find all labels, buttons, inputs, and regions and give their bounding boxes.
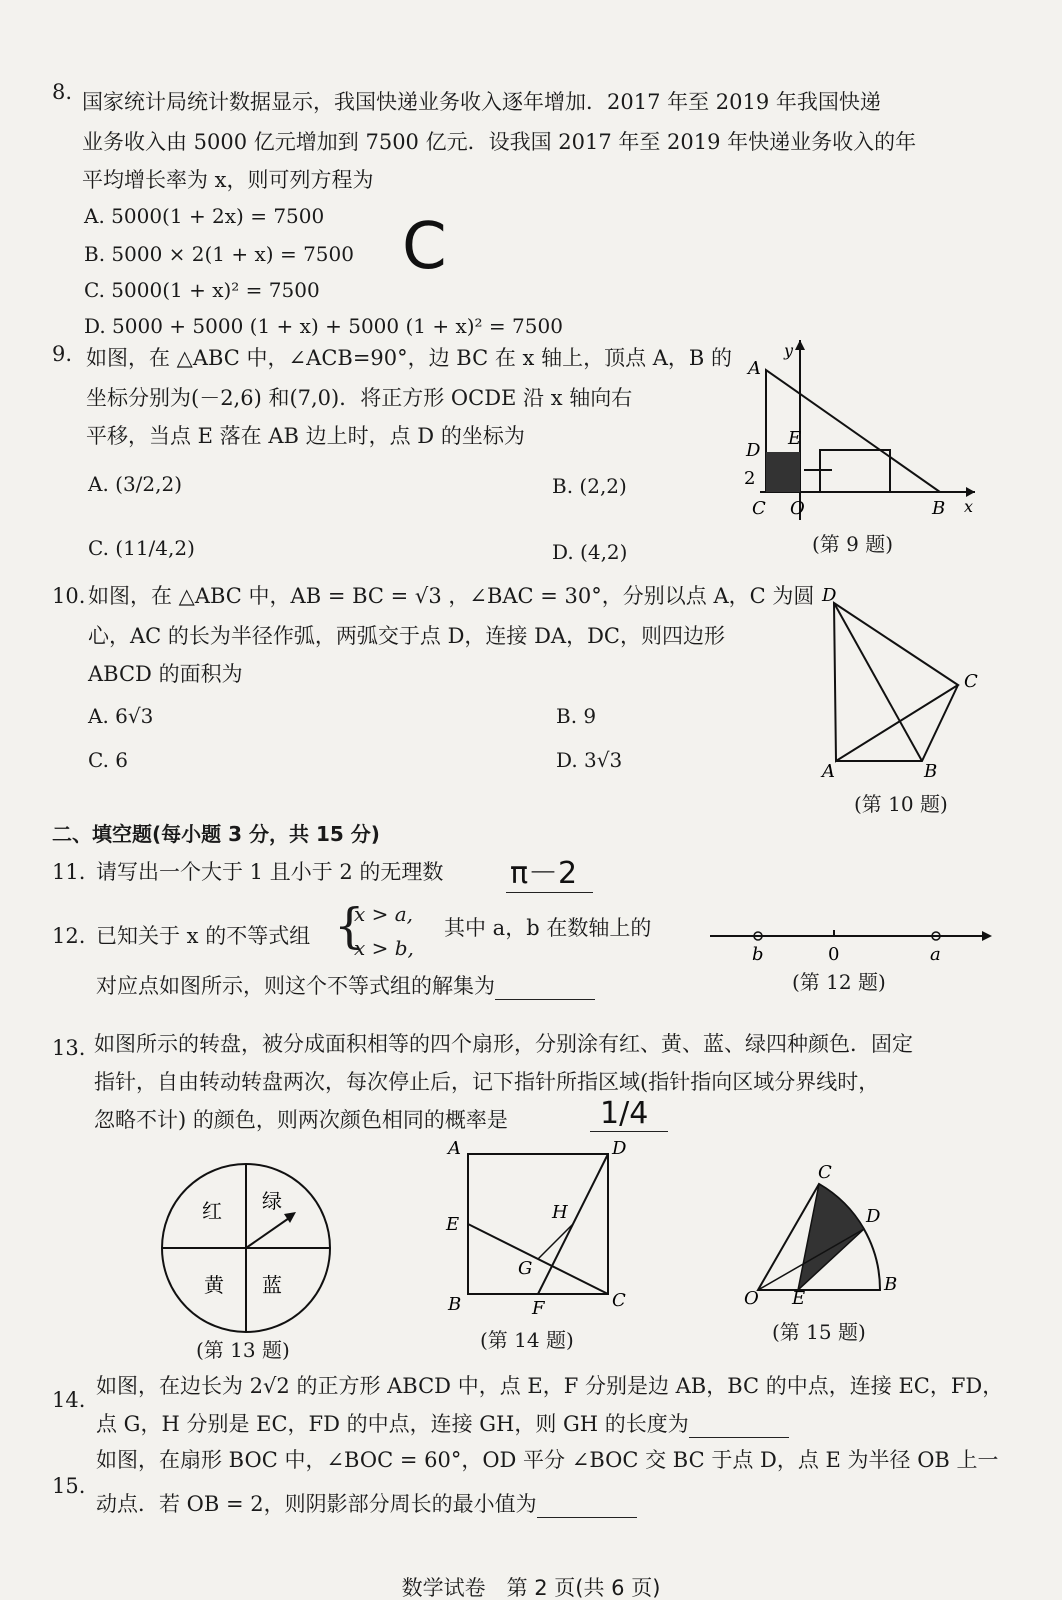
- q10-label-c: C: [964, 671, 978, 692]
- q8-line3: 平均增长率为 x，则可列方程为: [82, 168, 374, 192]
- q9-label-two: 2: [744, 468, 756, 489]
- q13-line1: 如图所示的转盘，被分成面积相等的四个扇形，分别涂有红、黄、蓝、绿四种颜色．固定: [94, 1032, 913, 1056]
- q12-system-line1: x > a,: [354, 902, 414, 926]
- q14-caption: (第 14 题): [480, 1328, 574, 1352]
- q9-line3: 平移，当点 E 落在 AB 边上时，点 D 的坐标为: [86, 424, 525, 448]
- q13-sector-yellow: 黄: [204, 1273, 224, 1297]
- q15-label-b: B: [884, 1274, 898, 1295]
- q13-sector-green: 绿: [262, 1189, 282, 1213]
- q9-option-c: C. (11/4,2): [88, 536, 195, 560]
- q10-label-d: D: [822, 585, 837, 606]
- q10-option-d: D. 3√3: [556, 748, 623, 772]
- q9-label-x: x: [964, 497, 974, 516]
- q8-line1: 国家统计局统计数据显示，我国快递业务收入逐年增加．2017 年至 2019 年我国快递: [82, 90, 881, 114]
- q10-line3: ABCD 的面积为: [88, 662, 243, 686]
- q9-label-y: y: [784, 341, 794, 360]
- q13-handwritten-answer: 1/4: [590, 1096, 668, 1132]
- q8-option-a: A. 5000(1 + 2x) = 7500: [84, 204, 325, 228]
- q10-caption: (第 10 题): [854, 792, 948, 816]
- q14-label-b: B: [448, 1294, 462, 1315]
- q12-axis-arrow: [982, 931, 992, 941]
- q14-label-f: F: [532, 1298, 545, 1319]
- q13-number: 13.: [52, 1036, 86, 1060]
- q8-number: 8.: [52, 80, 73, 104]
- q14-answer-blank[interactable]: [689, 1417, 789, 1438]
- q9-option-d: D. (4,2): [552, 540, 628, 564]
- q14-segment-gh: [538, 1224, 573, 1259]
- q14-label-e: E: [446, 1214, 460, 1235]
- q9-caption: (第 9 题): [812, 532, 894, 556]
- q10-quad-outline: [834, 603, 958, 761]
- q14-square: [468, 1154, 608, 1294]
- q14-line2: [96, 1410, 789, 1438]
- q13-sector-red: 红: [202, 1199, 222, 1223]
- q13-pointer: [246, 1216, 292, 1248]
- q12-line2-text: 对应点如图所示，则这个不等式组的解集为: [96, 974, 495, 998]
- q10-option-c: C. 6: [88, 748, 129, 772]
- q15-label-c: C: [818, 1162, 832, 1183]
- q13-spinner: [158, 1160, 334, 1336]
- q9-label-b: B: [932, 498, 946, 519]
- q12-caption: (第 12 题): [792, 970, 886, 994]
- q13-caption: (第 13 题): [196, 1338, 290, 1362]
- q8-option-d: D. 5000 + 5000 (1 + x) + 5000 (1 + x)² = 7500: [84, 314, 563, 338]
- q9-option-b: B. (2,2): [552, 474, 627, 498]
- q12-label-zero: 0: [828, 944, 840, 965]
- q9-figure: [740, 330, 980, 530]
- q8-handwritten-answer: C: [402, 210, 447, 284]
- q15-figure: [740, 1150, 920, 1310]
- q13-line3: 忽略不计) 的颜色，则两次颜色相同的概率是: [94, 1108, 508, 1132]
- q12-post: 其中 a，b 在数轴上的: [444, 916, 652, 940]
- q11-handwritten-answer: π－2: [506, 848, 593, 893]
- q9-label-c: C: [752, 498, 766, 519]
- q15-label-e: E: [792, 1288, 806, 1309]
- q9-option-a: A. (3/2,2): [88, 472, 183, 496]
- q15-line1: 如图，在扇形 BOC 中，∠BOC = 60°，OD 平分 ∠BOC 交 BC 于点 D，点 E 为半径 OB 上一: [96, 1448, 999, 1472]
- q13-line2: 指针，自由转动转盘两次，每次停止后，记下指针所指区域(指针指向区域分界线时，: [94, 1070, 880, 1094]
- q15-shaded-region: [798, 1184, 864, 1290]
- q15-label-o: O: [744, 1288, 759, 1309]
- q13-sector-blue: 蓝: [262, 1273, 282, 1297]
- q12-label-a: a: [930, 944, 941, 965]
- q12-system-line2: x > b,: [354, 936, 414, 960]
- q15-line2-text: 动点．若 OB = 2，则阴影部分周长的最小值为: [96, 1492, 537, 1516]
- q10-figure: [810, 585, 990, 785]
- q9-x-arrow: [966, 487, 975, 497]
- q12-number: 12.: [52, 924, 86, 948]
- q12-brace: {: [334, 898, 365, 954]
- q14-label-g: G: [518, 1258, 533, 1279]
- q12-label-b: b: [752, 944, 764, 965]
- q10-diagonal-db: [834, 603, 922, 761]
- q9-number: 9.: [52, 342, 73, 366]
- q15-answer-blank[interactable]: [537, 1497, 637, 1518]
- q12-line2: [96, 972, 595, 1000]
- q8-line2: 业务收入由 5000 亿元增加到 7500 亿元．设我国 2017 年至 2019 年快递业务收入的年: [82, 130, 917, 154]
- q8-option-b: B. 5000 × 2(1 + x) = 7500: [84, 242, 354, 266]
- q14-figure: [440, 1138, 640, 1320]
- q14-label-d: D: [612, 1138, 627, 1159]
- q9-line1: 如图，在 △ABC 中，∠ACB=90°，边 BC 在 x 轴上，顶点 A，B 的: [86, 346, 733, 370]
- q15-line2: [96, 1490, 637, 1518]
- q14-line2-text: 点 G，H 分别是 EC，FD 的中点，连接 GH，则 GH 的长度为: [96, 1412, 689, 1436]
- q12-answer-blank[interactable]: [495, 979, 595, 1000]
- q12-number-line: [700, 920, 1000, 970]
- q15-label-d: D: [866, 1206, 881, 1227]
- q10-number: 10.: [52, 584, 86, 608]
- q12-pre: 已知关于 x 的不等式组: [96, 924, 311, 948]
- section-fill-in-heading: 二、填空题(每小题 3 分，共 15 分): [52, 822, 380, 846]
- q14-label-c: C: [612, 1290, 626, 1311]
- q10-option-a: A. 6√3: [88, 704, 154, 728]
- q10-line1: 如图，在 △ABC 中，AB = BC = √3 ，∠BAC = 30°，分别以点 A，C 为圆: [88, 584, 815, 608]
- q9-label-a: A: [748, 358, 761, 379]
- q10-label-b: B: [924, 761, 938, 782]
- q9-square-ocde: [766, 452, 800, 492]
- q10-label-a: A: [822, 761, 835, 782]
- q10-option-b: B. 9: [556, 704, 597, 728]
- q9-line2: 坐标分别为(－2,6) 和(7,0)．将正方形 OCDE 沿 x 轴向右: [86, 386, 633, 410]
- q14-line1: 如图，在边长为 2√2 的正方形 ABCD 中，点 E，F 分别是边 AB，BC 的中点，连接 EC，FD，: [96, 1374, 1004, 1398]
- q9-label-d: D: [746, 440, 761, 461]
- q9-label-e: E: [788, 428, 802, 449]
- q14-number: 14.: [52, 1388, 86, 1412]
- q14-label-a: A: [448, 1138, 461, 1159]
- q9-y-arrow: [795, 340, 805, 350]
- q11-text: 请写出一个大于 1 且小于 2 的无理数: [96, 860, 444, 884]
- page-footer: 数学试卷 第 2 页(共 6 页): [401, 1576, 661, 1600]
- q11-number: 11.: [52, 860, 86, 884]
- q10-line2: 心，AC 的长为半径作弧，两弧交于点 D，连接 DA，DC，则四边形: [88, 624, 726, 648]
- q15-number: 15.: [52, 1474, 86, 1498]
- q14-label-h: H: [552, 1202, 568, 1223]
- q15-caption: (第 15 题): [772, 1320, 866, 1344]
- q9-label-o: O: [790, 498, 805, 519]
- q8-option-c: C. 5000(1 + x)² = 7500: [84, 278, 320, 302]
